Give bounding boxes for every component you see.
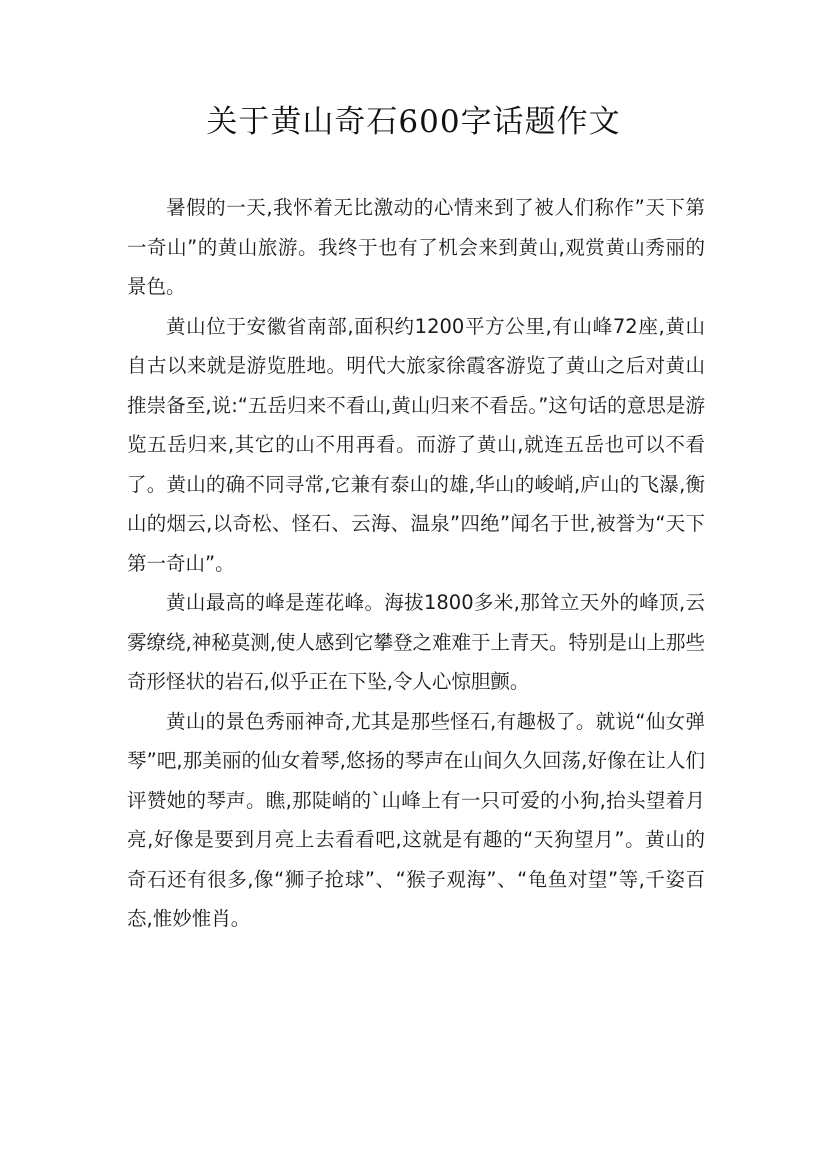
paragraph-1: 暑假的一天,我怀着无比激动的心情来到了被人们称作”天下第一奇山”的黄山旅游。我终于也有了机会来到黄山,观赏黄山秀丽的景色。: [127, 196, 705, 298]
paragraph-3: 黄山最高的峰是莲花峰。海拔1800多米,那耸立天外的峰顶,云雾缭绕,神秘莫测,使人感到它攀登之难难于上青天。特别是山上那些奇形怪状的岩石,似乎正在下坠,令人心惊胆颤。: [127, 591, 705, 693]
paragraph-2: 黄山位于安徽省南部,面积约1200平方公里,有山峰72座,黄山自古以来就是游览胜地。明代大旅家徐霞客游览了黄山之后对黄山推崇备至,说:“五岳归来不看山,黄山归来不看岳。”这句话的意思是游览五岳归来,其它的山不用再看。而游了黄山,就连五岳也可以不看了。黄山的确不同寻常,它兼有泰山的雄,华山的峻峭,庐山的飞瀑,衡山的烟云,以奇松、怪石、云海、温泉”四绝”闻名于世,被誉为“天下第一奇山”。: [127, 314, 705, 575]
paragraph-4: 黄山的景色秀丽神奇,尤其是那些怪石,有趣极了。就说“仙女弹琴”吧,那美丽的仙女着琴,悠扬的琴声在山间久久回荡,好像在让人们评赞她的琴声。瞧,那陡峭的`山峰上有一只可爱的小狗,抬头望着月亮,好像是要到月亮上去看看吧,这就是有趣的“天狗望月”。黄山的奇石还有很多,像“狮子抢球”、“猴子观海”、“龟鱼对望”等,千姿百态,惟妙惟肖。: [127, 709, 705, 930]
document-body: [127, 188, 705, 939]
document-title: 关于黄山奇石600字话题作文: [206, 104, 621, 140]
